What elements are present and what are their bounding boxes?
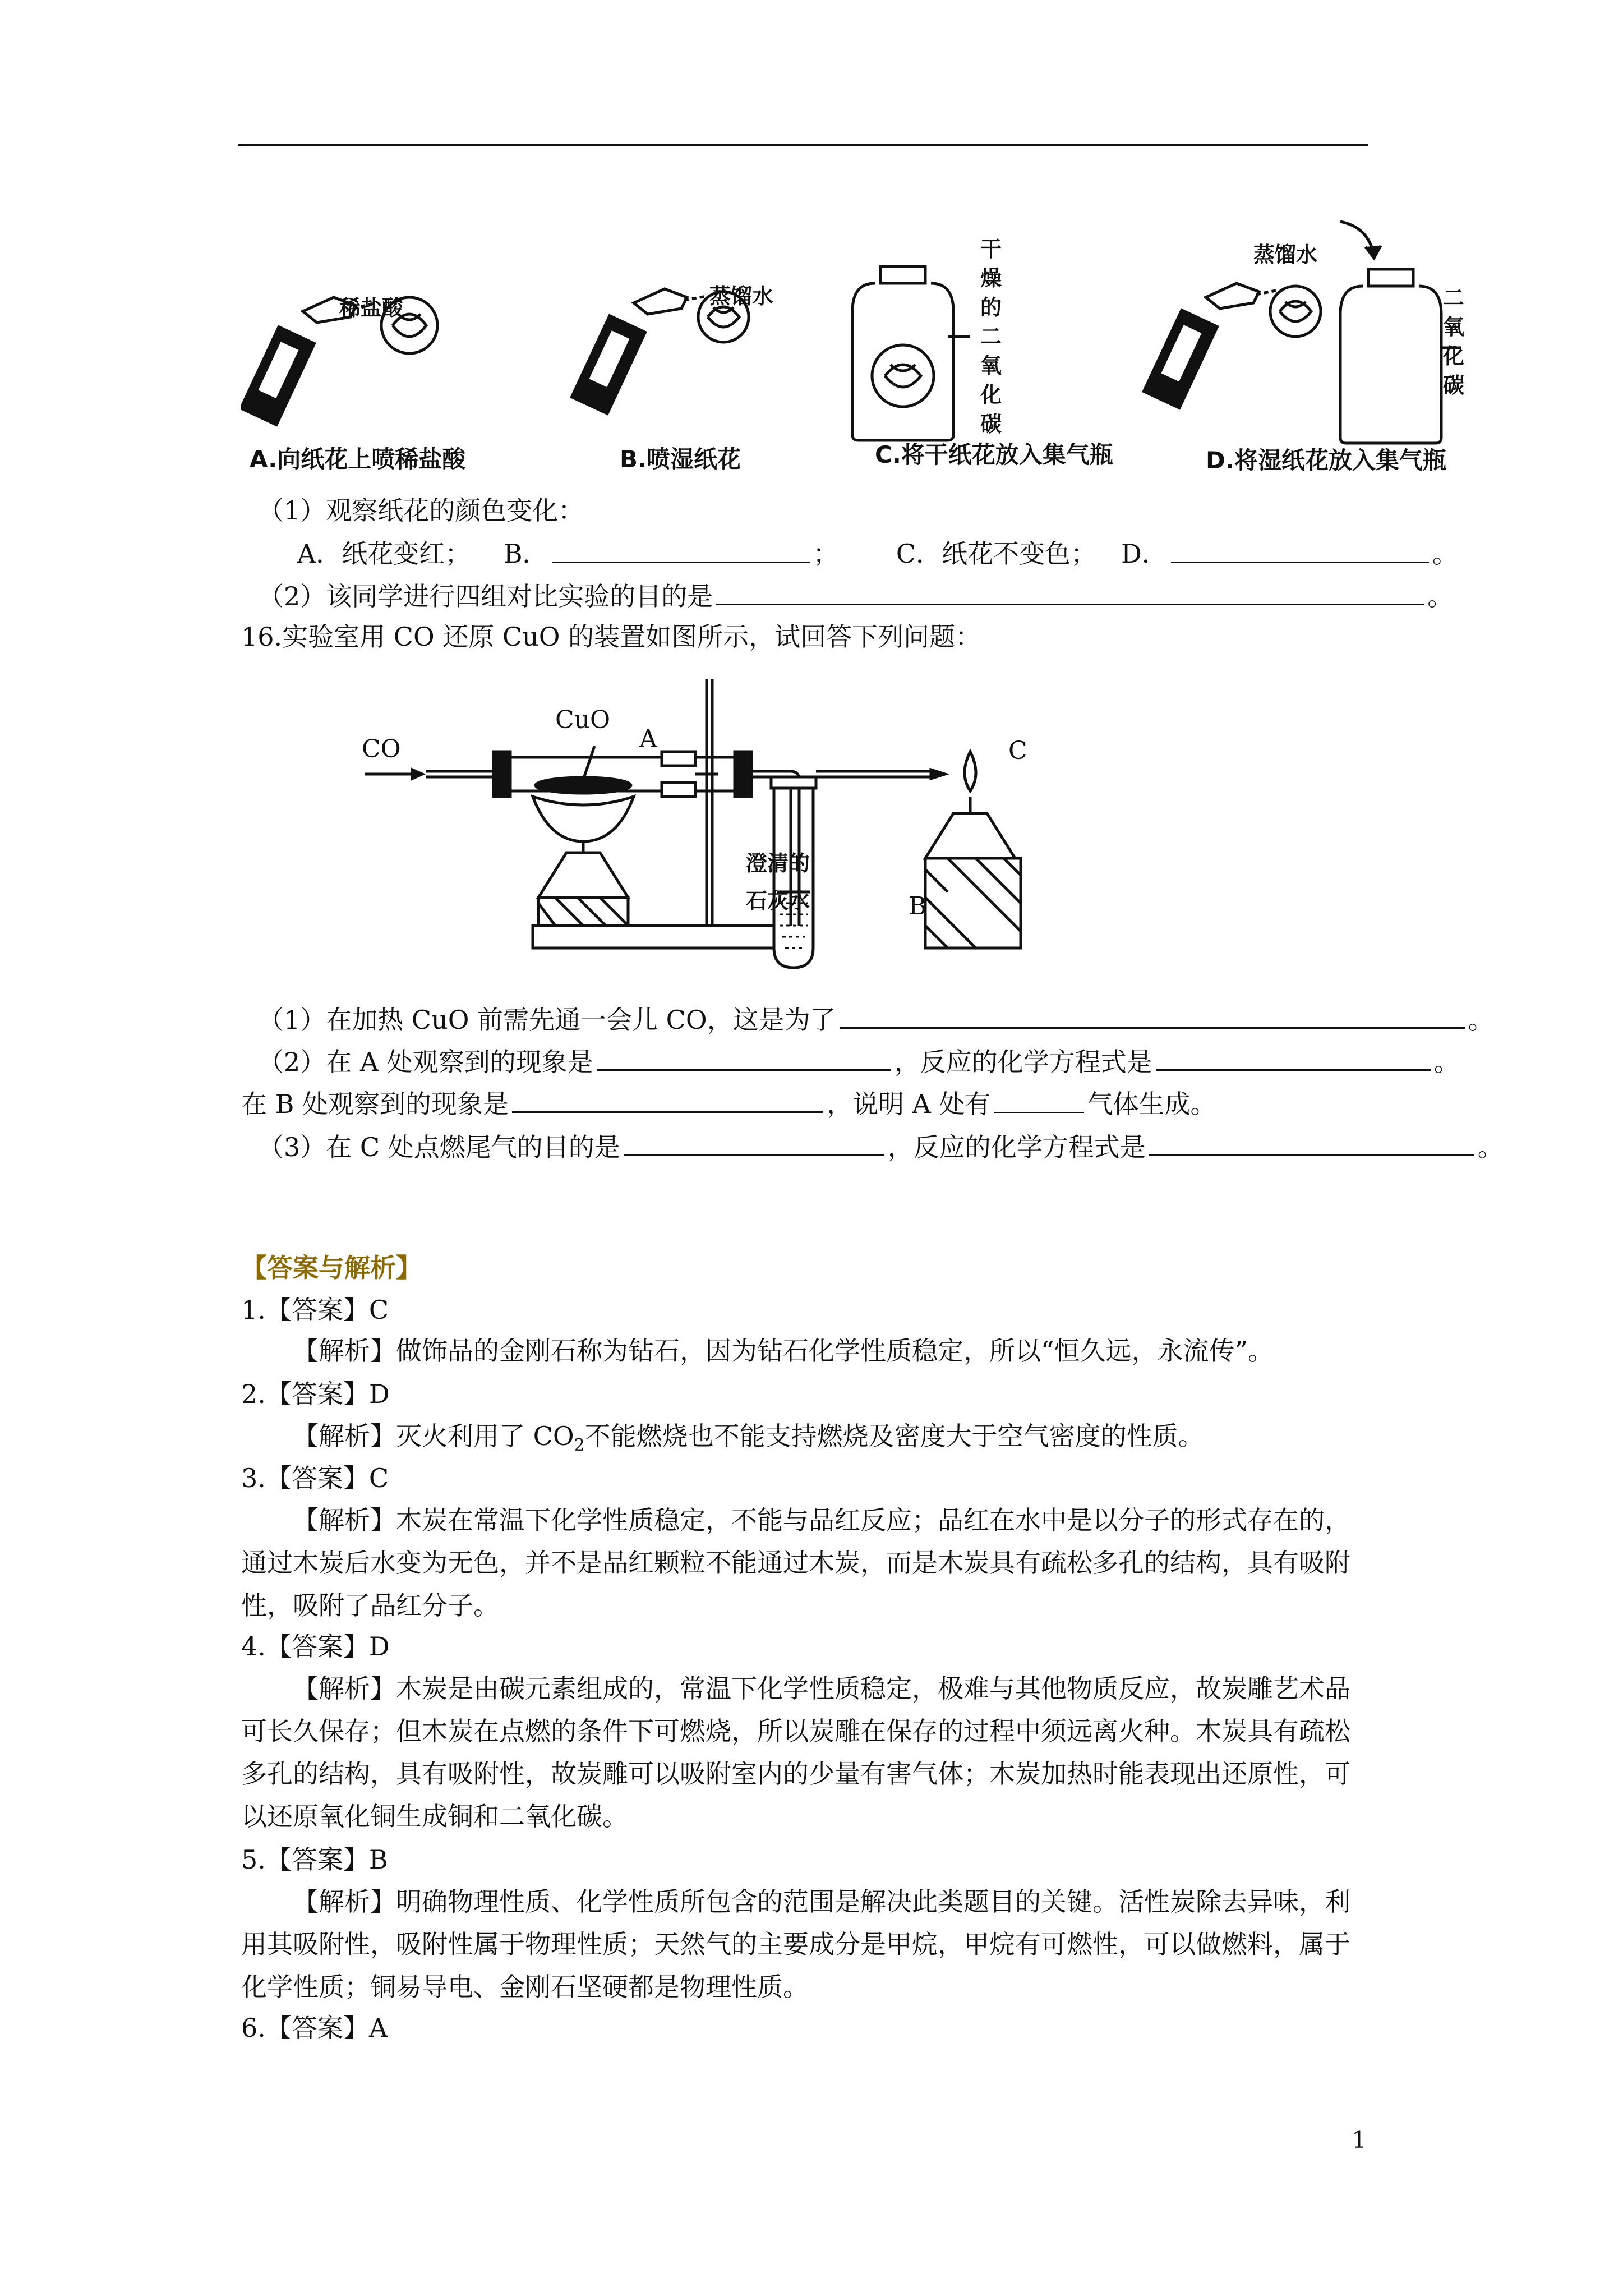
blank-q16-1[interactable] [840,1001,1465,1029]
co-reduction-apparatus [348,668,1105,982]
answer-2: 2.【答案】D [241,1379,390,1409]
q15-sub1-title: （1）观察纸花的颜色变化： [258,495,584,526]
q15-sub1-options: A．纸花变红； B． ； C．纸花不变色； D． 。 [297,536,1458,570]
q16-sub2-line2: 在 B 处观察到的现象是 ，说明 A 处有 气体生成。 [241,1085,1216,1121]
label-limewater-2: 石灰水 [746,889,810,913]
answer-6: 6.【答案】A [241,2013,388,2043]
q16-sub2-line1: （2）在 A 处观察到的现象是 ，反应的化学方程式是 。 [258,1043,1460,1079]
label-distilled-water-d: 蒸馏水 [1253,242,1318,267]
q16-sub3: （3）在 C 处点燃尾气的目的是 ，反应的化学方程式是 。 [258,1129,1504,1164]
label-c: C [1008,737,1027,765]
label-co2-d: 二氧化碳 [1442,286,1464,398]
answer-3: 3.【答案】C [241,1463,389,1493]
answer-1: 1.【答案】C [241,1295,389,1325]
blank-q16-2b[interactable] [1156,1043,1431,1071]
header-rule [238,144,1368,146]
answers-heading: 【答案与解析】 [241,1253,422,1283]
sprayer-d-icon [1144,283,1321,408]
explanation-4: 【解析】木炭是由碳元素组成的，常温下化学性质稳定，极难与其他物质反应，故炭雕艺术品可长久保存；但木炭在点燃的条件下可燃烧，所以炭雕在保存的过程中须远离火种。木炭具有疏松多孔的结构，具有吸附性，故炭雕可以吸附室内的少量有害气体；木炭加热时能表现出还原性，可以还原氧化铜生成铜和二氧化碳。 [241,1673,1350,1832]
blank-q16-3b[interactable] [1149,1129,1474,1156]
blank-q15-purpose[interactable] [716,578,1424,605]
caption-d: D.将湿纸花放入集气瓶 [1206,447,1446,474]
caption-b: B.喷湿纸花 [620,445,741,473]
q15-sub2: （2）该同学进行四组对比实验的目的是 。 [258,578,1453,613]
q16-title: 16.实验室用 CO 还原 CuO 的装置如图所示，试回答下列问题： [241,622,981,652]
caption-a: A.向纸花上喷稀盐酸 [250,445,466,473]
explanation-2: 【解析】灭火利用了 $CO_2$不能燃烧也不能支持燃烧及密度大于空气密度的性质。 [293,1421,1204,1456]
blank-q16-2a[interactable] [597,1043,891,1071]
explanation-3: 【解析】木炭在常温下化学性质稳定，不能与品红反应；品红在水中是以分子的形式存在的，通过木炭后水变为无色，并不是品红颗粒不能通过木炭，而是木炭具有疏松多孔的结构，具有吸附性，吸附了品红分子。 [241,1505,1350,1621]
gas-bottle-c-icon [852,266,970,440]
blank-q16-3a[interactable] [624,1129,884,1156]
answer-4: 4.【答案】D [241,1631,390,1662]
label-dilute-hcl: 稀盐酸 [339,296,404,320]
page-number: 1 [1352,2126,1367,2154]
label-distilled-water-b: 蒸馏水 [709,284,774,309]
answer-5: 5.【答案】B [241,1844,388,1875]
blank-d[interactable] [1171,536,1429,563]
explanation-1: 【解析】做饰品的金刚石称为钻石，因为钻石化学性质稳定，所以“恒久远，永流传”。 [293,1336,1274,1366]
blank-q16-2c[interactable] [512,1085,823,1113]
label-a: A [639,725,657,753]
label-limewater-1: 澄清的 [746,851,810,876]
label-cuo: CuO [555,706,611,734]
caption-c: C.将干纸花放入集气瓶 [875,441,1113,468]
blank-b[interactable] [552,536,810,563]
explanation-5: 【解析】明确物理性质、化学性质所包含的范围是解决此类题目的关键。活性炭除去异味，利用其吸附性，吸附性属于物理性质；天然气的主要成分是甲烷，甲烷有可燃性，可以做燃料，属于化学性质；铜易导电、金刚石坚硬都是物理性质。 [241,1887,1350,2002]
q16-sub1: （1）在加热 CuO 前需先通一会儿 CO，这是为了 。 [258,1001,1494,1037]
label-co-inlet: CO [362,735,401,763]
label-dry-co2: 干燥的二氧化碳 [980,237,1002,436]
label-b: B [909,892,927,921]
blank-q16-2d[interactable] [994,1086,1084,1113]
